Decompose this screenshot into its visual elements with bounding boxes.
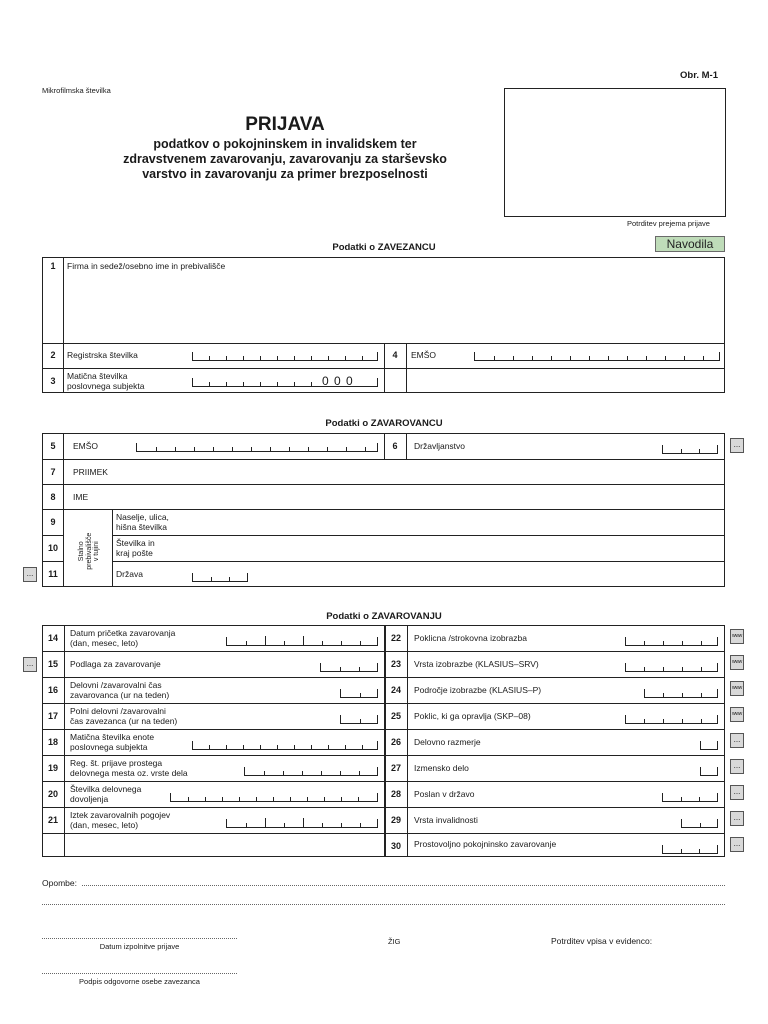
row-number: 9 [50, 517, 56, 527]
residence-abroad-label [71, 512, 107, 584]
digit-tick [311, 382, 312, 386]
zavarovanec-mid-divider [406, 433, 407, 459]
row-number: 1 [50, 261, 56, 271]
citizenship-lookup-button[interactable]: ... [730, 438, 744, 453]
education-field-label: Področje izobrazbe (KLASIUS–P) [414, 685, 542, 695]
digit-tick [328, 745, 329, 749]
digit-tick [211, 577, 212, 581]
digit-tick [294, 745, 295, 749]
digit-tick [513, 356, 514, 360]
label-line: Matična številka enote [70, 732, 155, 742]
residence-label-line: Stalno [77, 541, 85, 562]
business-id-label-line-2: poslovnega subjekta [67, 381, 145, 391]
digit-tick [589, 356, 590, 360]
residence-abroad-rotated [78, 515, 101, 587]
left-table-row-divider [42, 833, 385, 834]
digit-tick [681, 797, 682, 801]
occupation-field[interactable] [625, 715, 718, 724]
digit-tick [205, 797, 206, 801]
occupation-web-lookup-button[interactable]: www [730, 707, 744, 722]
subtitle-line-1: podatkov o pokojninskem in invalidskem ter [153, 137, 417, 151]
digit-tick [303, 818, 304, 827]
digit-tick [311, 745, 312, 749]
full-hours-field[interactable] [340, 715, 378, 724]
posted-country-lookup-button[interactable]: ... [730, 785, 744, 800]
remarks-line-2[interactable] [42, 904, 725, 905]
digit-tick [277, 356, 278, 360]
postal-label-line-2: kraj pošte [116, 548, 153, 558]
row-number: 23 [390, 659, 401, 669]
employment-type-lookup-button[interactable]: ... [730, 733, 744, 748]
row-number: 30 [390, 841, 401, 851]
digit-tick [358, 797, 359, 801]
country-lookup-button[interactable]: ... [23, 567, 37, 582]
label-line: (dan, mesec, leto) [70, 638, 139, 648]
digit-tick [532, 356, 533, 360]
postal-field[interactable] [180, 537, 722, 559]
education-area-web-lookup-button[interactable]: www [730, 681, 744, 696]
digit-tick [260, 382, 261, 386]
digit-tick [627, 356, 628, 360]
digit-tick [265, 636, 266, 645]
zavezanec-col-divider [63, 257, 64, 393]
name-label: IME [73, 492, 89, 502]
education-web-lookup-button[interactable]: www [730, 629, 744, 644]
section-heading-zavezanec: Podatki o ZAVEZANCU [332, 242, 436, 253]
occupation-label: Poklic, ki ga opravlja (SKP–08) [414, 711, 531, 721]
digit-tick [226, 356, 227, 360]
digit-tick [209, 745, 210, 749]
right-table-col-divider [407, 625, 408, 857]
residence-label-line: v tujini [92, 541, 100, 562]
emso-label: EMŠO [411, 350, 437, 360]
surname-label: PRIIMEK [73, 467, 108, 477]
digit-tick [243, 356, 244, 360]
row-number: 26 [390, 737, 401, 747]
digit-tick [341, 797, 342, 801]
insurance-basis-label: Podlaga za zavarovanje [70, 659, 161, 669]
row-number: 17 [47, 711, 58, 721]
instructions-button[interactable]: Navodila [655, 236, 725, 252]
label-line: čas zavezanca (ur na teden) [70, 716, 178, 726]
zavarovanec-row-divider [42, 459, 725, 460]
digit-tick [362, 745, 363, 749]
emso-label: EMŠO [73, 441, 99, 451]
row-number: 20 [47, 789, 58, 799]
full-hours-label [70, 706, 177, 726]
digit-tick [243, 382, 244, 386]
registration-number-field[interactable] [192, 352, 378, 361]
digit-tick [345, 745, 346, 749]
shift-work-lookup-button[interactable]: ... [730, 759, 744, 774]
digit-tick [644, 719, 645, 723]
digit-tick [362, 356, 363, 360]
voluntary-pension-label: Prostovoljno pokojninsko zavarovanje [414, 839, 557, 849]
digit-tick [682, 719, 683, 723]
row-number: 14 [47, 633, 58, 643]
left-table-row-divider [42, 729, 385, 730]
row-number: 8 [50, 492, 56, 502]
left-table-row-divider [42, 703, 385, 704]
digit-tick [682, 641, 683, 645]
digit-tick [646, 356, 647, 360]
label-line: (dan, mesec, leto) [70, 820, 139, 830]
zavarovanec-row-divider [42, 484, 725, 485]
right-table-row-divider [385, 807, 725, 808]
digit-tick [608, 356, 609, 360]
right-table-row-divider [385, 703, 725, 704]
employment-type-field[interactable] [700, 741, 718, 750]
digit-tick [663, 719, 664, 723]
row-number: 19 [47, 763, 58, 773]
row-number: 4 [392, 350, 398, 360]
form-code: Obr. M-1 [680, 70, 719, 81]
digit-tick [701, 693, 702, 697]
row-number: 25 [390, 711, 401, 721]
row-number: 10 [47, 543, 58, 553]
row-number: 15 [47, 659, 58, 669]
digit-tick [360, 719, 361, 723]
digit-tick [701, 719, 702, 723]
row-number: 2 [50, 350, 56, 360]
section-heading-zavarovanje: Podatki o ZAVAROVANJU [326, 611, 442, 622]
signature-label: Podpis odgovorne osebe zavezanca [79, 977, 200, 986]
postal-label-line-1: Številka in [116, 538, 155, 548]
education-label: Poklicna /strokovna izobrazba [414, 633, 527, 643]
digit-tick [701, 641, 702, 645]
registration-number-label: Registrska številka [67, 350, 138, 360]
digit-tick [328, 356, 329, 360]
row-number: 18 [47, 737, 58, 747]
postal-label [116, 538, 155, 558]
right-table-row-divider [385, 677, 725, 678]
citizenship-field[interactable] [662, 445, 718, 454]
digit-tick [209, 356, 210, 360]
digit-tick [308, 447, 309, 451]
insurance-basis-lookup-button[interactable]: ... [23, 657, 37, 672]
digit-tick [644, 641, 645, 645]
microfilm-number-label: Mikrofilmska številka [42, 86, 111, 95]
business-id-label-line-1: Matična številka [67, 371, 128, 381]
receipt-stamp-box [504, 88, 726, 217]
residence-label-line: prebivališče [85, 532, 93, 570]
zavarovanec-row-divider [42, 509, 725, 510]
education-type-field[interactable] [625, 663, 718, 672]
zavarovanec-emso-field[interactable] [136, 443, 378, 452]
signature-line[interactable] [42, 973, 237, 974]
row-number: 24 [390, 685, 401, 695]
shift-work-field[interactable] [700, 767, 718, 776]
insurance-start-date-label [70, 628, 175, 648]
digit-tick [345, 356, 346, 360]
work-permit-field[interactable] [170, 793, 378, 802]
row-number: 11 [48, 569, 58, 579]
digit-tick [246, 641, 247, 645]
digit-tick [699, 449, 700, 453]
working-hours-label [70, 680, 169, 700]
digit-tick [682, 693, 683, 697]
zavezanec-emso-field[interactable] [474, 352, 720, 361]
digit-tick [340, 771, 341, 775]
digit-tick [302, 771, 303, 775]
digit-tick [226, 382, 227, 386]
confirmation-label: Potrditev vpisa v evidenco: [551, 936, 653, 946]
row-number: 16 [47, 685, 58, 695]
digit-tick [663, 667, 664, 671]
country-label: Država [116, 569, 143, 579]
digit-tick [665, 356, 666, 360]
digit-tick [194, 447, 195, 451]
row-number: 29 [390, 815, 401, 825]
right-table-row-divider [385, 729, 725, 730]
label-line: zavarovanca (ur na teden) [70, 690, 170, 700]
left-table-row-divider [42, 677, 385, 678]
digit-tick [175, 447, 176, 451]
name-field[interactable] [130, 486, 722, 507]
digit-tick [551, 356, 552, 360]
digit-tick [681, 849, 682, 853]
digit-tick [270, 447, 271, 451]
label-line: Datum pričetka zavarovanja [70, 628, 176, 638]
education-type-web-lookup-button[interactable]: www [730, 655, 744, 670]
company-name-label: Firma in sedež/osebno ime in prebivališče [67, 261, 226, 271]
zavarovanec-row-divider [112, 561, 725, 562]
digit-tick [494, 356, 495, 360]
left-table-row-divider [42, 807, 385, 808]
digit-tick [213, 447, 214, 451]
remarks-label: Opombe: [42, 878, 77, 888]
receipt-confirmation-label: Potrditev prejema prijave [627, 219, 710, 228]
digit-tick [327, 447, 328, 451]
street-label-line-1: Naselje, ulica, [116, 512, 169, 522]
digit-tick [341, 823, 342, 827]
label-line: delovnega mesta oz. vrste dela [70, 768, 188, 778]
company-name-field[interactable] [66, 274, 722, 340]
form-subtitle [80, 137, 490, 182]
row-number: 3 [50, 376, 56, 386]
digit-tick [360, 823, 361, 827]
row-number: 27 [390, 763, 401, 773]
voluntary-pension-lookup-button[interactable]: ... [730, 837, 744, 852]
row-number: 7 [50, 467, 56, 477]
digit-tick [294, 356, 295, 360]
country-field[interactable] [192, 573, 248, 582]
row-number: 22 [390, 633, 401, 643]
digit-tick [226, 745, 227, 749]
disability-type-label: Vrsta invalidnosti [414, 815, 478, 825]
right-table-row-divider [385, 755, 725, 756]
education-type-label: Vrsta izobrazbe (KLASIUS–SRV) [414, 659, 539, 669]
digit-tick [232, 447, 233, 451]
digit-tick [277, 382, 278, 386]
right-table-row-divider [385, 651, 725, 652]
working-hours-field[interactable] [340, 689, 378, 698]
digit-tick [243, 745, 244, 749]
street-label-line-2: hišna številka [116, 522, 168, 532]
digit-tick [222, 797, 223, 801]
digit-tick [365, 447, 366, 451]
digit-tick [663, 693, 664, 697]
date-filled-line[interactable] [42, 938, 237, 939]
zavarovanec-row-divider [42, 535, 63, 536]
business-id-label [67, 371, 145, 391]
right-table-row-divider [385, 833, 725, 834]
digit-tick [260, 745, 261, 749]
surname-field[interactable] [130, 461, 722, 482]
unit-id-field[interactable] [192, 741, 378, 750]
residence-group-divider [112, 509, 113, 587]
digit-tick [209, 382, 210, 386]
digit-tick [322, 641, 323, 645]
digit-tick [283, 771, 284, 775]
posted-country-label: Poslan v državo [414, 789, 475, 799]
digit-tick [239, 797, 240, 801]
form-title: PRIJAVA [245, 114, 325, 135]
street-field[interactable] [180, 511, 722, 533]
employment-type-label: Delovno razmerje [414, 737, 481, 747]
right-table-row-divider [385, 781, 725, 782]
shift-work-label: Izmensko delo [414, 763, 469, 773]
digit-tick [570, 356, 571, 360]
label-line: Številka delovnega [70, 784, 142, 794]
education-area-field[interactable] [644, 689, 718, 698]
digit-tick [700, 823, 701, 827]
zavarovanec-col-divider [63, 433, 64, 587]
digit-tick [682, 667, 683, 671]
digit-tick [290, 797, 291, 801]
remarks-line-1[interactable] [82, 885, 725, 886]
digit-tick [681, 449, 682, 453]
vacancy-reg-field[interactable] [244, 767, 378, 776]
row-number: 28 [390, 789, 401, 799]
digit-tick [156, 447, 157, 451]
label-line: Delovni /zavarovalni čas [70, 680, 162, 690]
row-number: 6 [392, 441, 398, 451]
education-field[interactable] [625, 637, 718, 646]
digit-tick [360, 693, 361, 697]
digit-tick [699, 849, 700, 853]
digit-tick [360, 641, 361, 645]
digit-tick [188, 797, 189, 801]
label-line: dovoljenja [70, 794, 109, 804]
disability-type-lookup-button[interactable]: ... [730, 811, 744, 826]
left-table-row-divider [42, 651, 385, 652]
zavarovanec-row-divider [112, 535, 725, 536]
conditions-end-date-field[interactable] [226, 819, 378, 828]
subtitle-line-2: zdravstvenem zavarovanju, zavarovanju za starševsko [123, 152, 447, 166]
digit-tick [303, 636, 304, 645]
subtitle-line-3: varstvo in zavarovanju za primer brezposelnosti [142, 167, 428, 181]
digit-tick [284, 823, 285, 827]
digit-tick [322, 823, 323, 827]
stamp-label: ŽIG [388, 937, 401, 946]
left-table-row-divider [42, 781, 385, 782]
digit-tick [340, 667, 341, 671]
digit-tick [644, 667, 645, 671]
digit-tick [684, 356, 685, 360]
digit-tick [284, 641, 285, 645]
digit-tick [277, 745, 278, 749]
label-line: Iztek zavarovalnih pogojev [70, 810, 171, 820]
digit-tick [703, 356, 704, 360]
street-label [116, 512, 169, 532]
digit-tick [229, 577, 230, 581]
label-line: Polni delovni /zavarovalni [70, 706, 166, 716]
digit-tick [256, 797, 257, 801]
row-number: 5 [50, 441, 56, 451]
label-line: poslovnega subjekta [70, 742, 148, 752]
digit-tick [359, 667, 360, 671]
digit-tick [260, 356, 261, 360]
section-heading-zavarovanec: Podatki o ZAVAROVANCU [325, 418, 443, 429]
digit-tick [321, 771, 322, 775]
digit-tick [294, 382, 295, 386]
digit-tick [307, 797, 308, 801]
insurance-start-date-field[interactable] [226, 637, 378, 646]
digit-tick [324, 797, 325, 801]
left-table-row-divider [42, 755, 385, 756]
digit-tick [701, 667, 702, 671]
digit-tick [346, 447, 347, 451]
zavezanec-mid-divider-2 [406, 343, 407, 393]
unit-id-label [70, 732, 154, 752]
digit-tick [311, 356, 312, 360]
digit-tick [341, 641, 342, 645]
digit-tick [251, 447, 252, 451]
digit-tick [359, 771, 360, 775]
citizenship-label: Državljanstvo [414, 441, 466, 451]
work-permit-label [70, 784, 141, 804]
insurance-basis-field[interactable] [320, 663, 378, 672]
voluntary-pension-field[interactable] [662, 845, 718, 854]
date-filled-label: Datum izpolnitve prijave [99, 942, 180, 951]
vacancy-reg-label [70, 758, 188, 778]
digit-tick [273, 797, 274, 801]
conditions-end-label [70, 810, 170, 830]
digit-tick [289, 447, 290, 451]
digit-tick [264, 771, 265, 775]
digit-tick [246, 823, 247, 827]
left-table-col-divider [64, 625, 65, 857]
digit-tick [663, 641, 664, 645]
zavarovanec-row-divider [42, 561, 63, 562]
business-id-prefilled-value: 0 0 0 [322, 374, 354, 388]
row-number: 21 [47, 815, 58, 825]
label-line: Reg. št. prijave prostega [70, 758, 163, 768]
disability-type-field[interactable] [681, 819, 718, 828]
digit-tick [265, 818, 266, 827]
digit-tick [699, 797, 700, 801]
posted-country-field[interactable] [662, 793, 718, 802]
